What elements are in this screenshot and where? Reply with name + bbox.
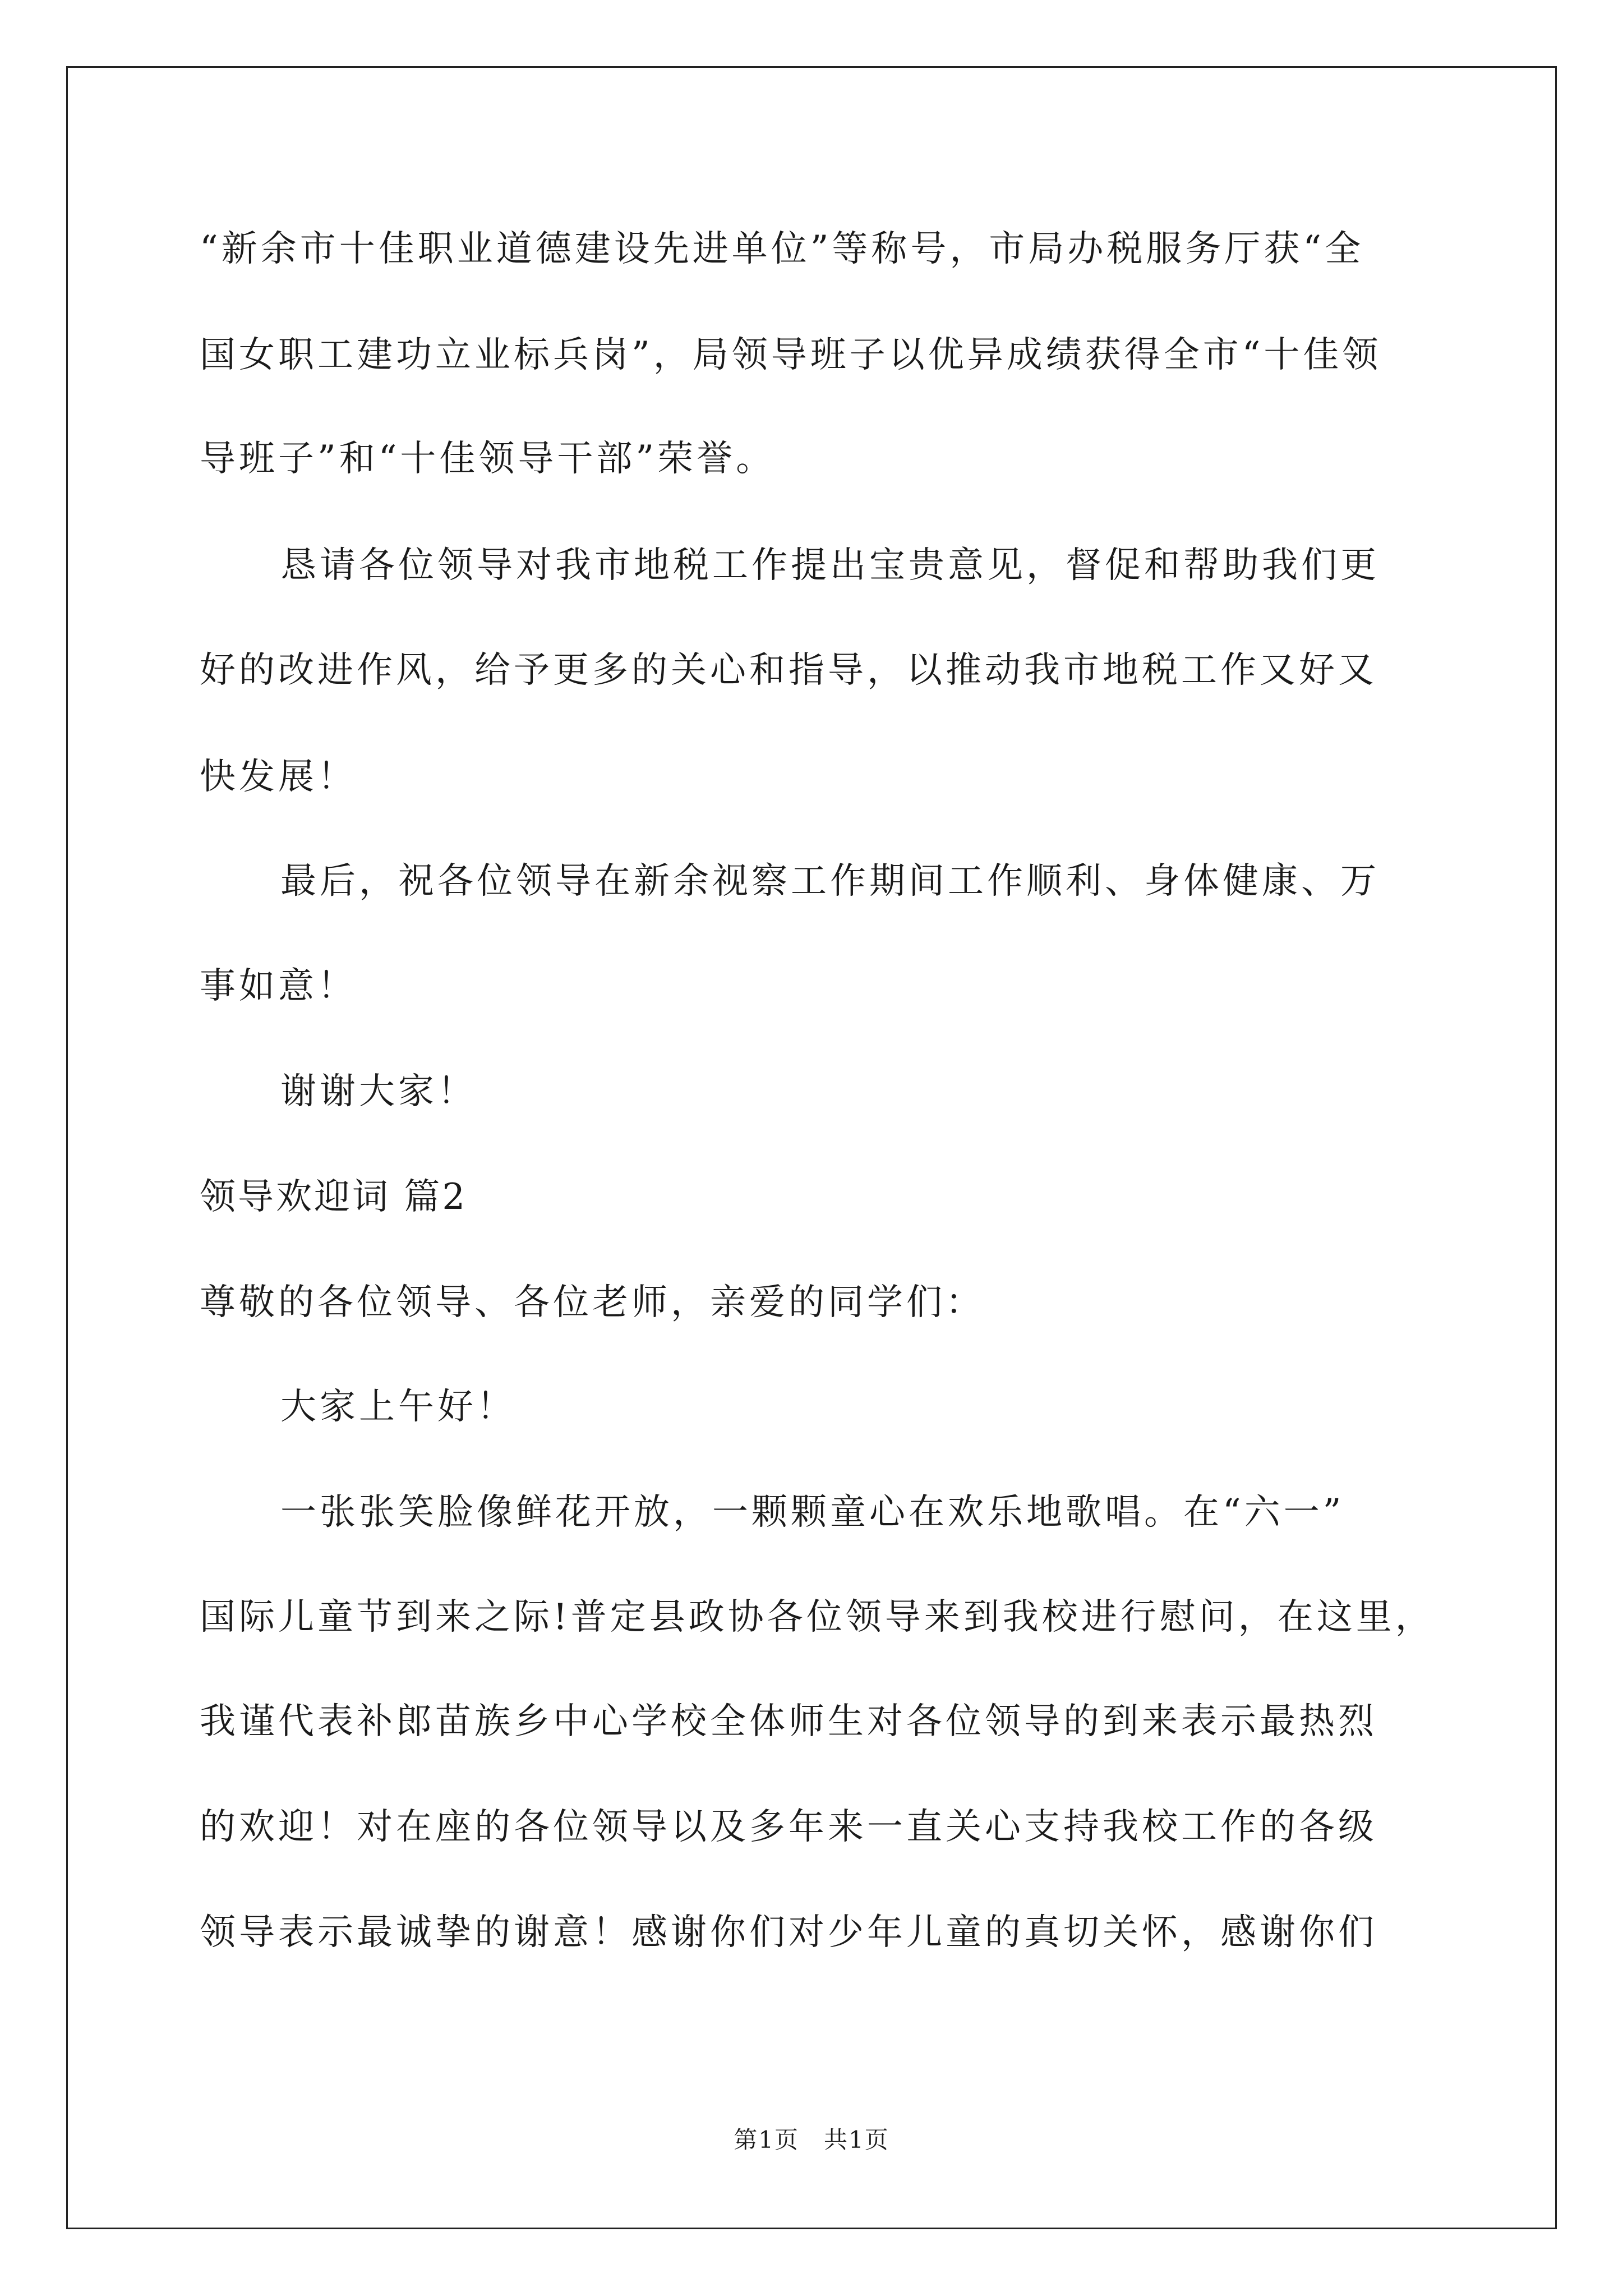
text-line: 好的改进作风，给予更多的关心和指导，以推动我市地税工作又好又: [200, 650, 1377, 691]
text-line: 一张张笑脸像鲜花开放，一颗颗童心在欢乐地歌唱。在“六一”: [280, 1492, 1345, 1533]
text-line: 事如意！: [200, 965, 357, 1007]
text-line: “新余市十佳职业道德建设先进单位”等称号，市局办税服务厅获“全: [200, 228, 1364, 270]
page-frame: [66, 66, 1557, 2229]
salutation: 尊敬的各位领导、各位老师，亲爱的同学们：: [200, 1282, 985, 1323]
text-line: 谢谢大家！: [280, 1071, 477, 1112]
text-line: 最后，祝各位领导在新余视察工作期间工作顺利、身体健康、万: [280, 861, 1380, 902]
text-line: 的欢迎！对在座的各位领导以及多年来一直关心支持我校工作的各级: [200, 1806, 1377, 1848]
text-line: 我谨代表补郎苗族乡中心学校全体师生对各位领导的到来表示最热烈: [200, 1701, 1377, 1742]
text-line: 领导表示最诚挚的谢意！感谢你们对少年儿童的真切关怀，感谢你们: [200, 1912, 1377, 1953]
text-line: 导班子”和“十佳领导干部”荣誉。: [200, 438, 776, 480]
text-line: 大家上午好！: [280, 1386, 516, 1428]
text-line: 恳请各位领导对我市地税工作提出宝贵意见，督促和帮助我们更: [280, 545, 1380, 586]
text-line: 快发展！: [200, 756, 357, 798]
text-line: 国女职工建功立业标兵岗”，局领导班子以优异成绩获得全市“十佳领: [200, 334, 1382, 376]
text-line: 国际儿童节到来之际!普定县政协各位领导来到我校进行慰问，在这里，: [200, 1596, 1435, 1638]
page-footer: 第1页 共1页: [734, 2126, 889, 2154]
section-heading: 领导欢迎词 篇2: [200, 1176, 468, 1218]
